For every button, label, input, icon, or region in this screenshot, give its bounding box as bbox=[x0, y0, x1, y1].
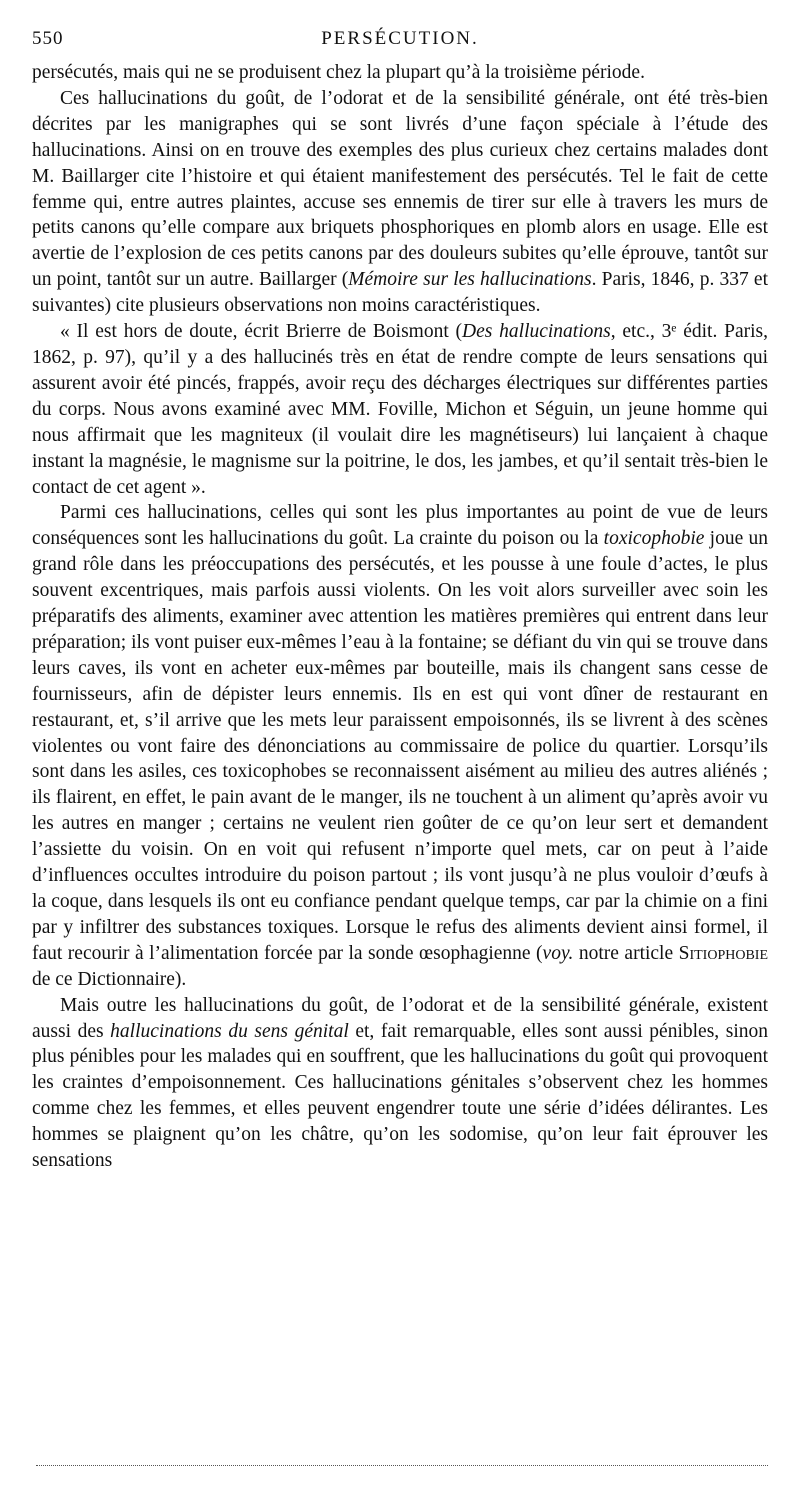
paragraph bbox=[32, 500, 768, 992]
paragraph bbox=[32, 86, 768, 319]
paragraph bbox=[32, 993, 768, 1174]
italic-text: Des hallucinations bbox=[462, 321, 611, 343]
text-segment: et, fait remarquable, elles sont aussi pénibles, sinon plus pénibles pour les malades qui en souffrent, que les hallucinations du goût qui provoquent les craintes d’empoisonnement. Ces hallucinations génitales s’observent chez les hommes comme chez les femmes, et elles peuvent engendrer toute une série d’idées délirantes. Les hommes se plaignent qu’on les châtre, qu’on les sodomise, qu’on leur fait éprouver les sensations bbox=[32, 1020, 769, 1172]
text-segment: , etc., 3ᵉ édit. Paris, 1862, p. 97), qu’il y a des hallucinés très en état de rendre compte de leurs sensations qui assurent avoir été pincés, frappés, avoir reçu des décharges électriques sur différentes parties du corps. Nous avons examiné avec MM. Foville, Michon et Séguin, un jeune homme qui nous affirmait que les magniteux (il voulait dire les magnétiseurs) lui lançaient à chaque instant la magnésie, le magnisme sur la poitrine, le dos, les jambes, et qu’il sentait très-bien le contact de cet agent ». bbox=[32, 321, 768, 498]
text-segment: notre article bbox=[573, 942, 679, 964]
smallcaps-text: Sitiophobie bbox=[678, 942, 768, 964]
body-text bbox=[32, 60, 768, 1174]
text-segment: « Il est hors de doute, écrit Brierre de Boismont ( bbox=[60, 321, 463, 343]
italic-text: hallucinations du sens génital bbox=[110, 1020, 349, 1042]
text-segment: joue un grand rôle dans les préoccupations des persécutés, et les pousse à une foule d’actes, le plus souvent excentriques, mais parfois aussi violents. On les voit alors surveiller avec soin les préparatifs des aliments, examiner avec attention les matières premières qui entrent dans leur préparation; ils vont puiser eux-mêmes l’eau à la fontaine; se défiant du vin qui se trouve dans leurs caves, ils vont en acheter eux-mêmes par bouteille, mais ils changent sans cesse de fournisseurs, afin de dépister leurs ennemis. Ils en est qui vont dîner de restaurant en restaurant, et, s’il arrive que les mets leur paraissent empoisonnés, ils se livrent à des scènes violentes ou vont faire des dénonciations au commissaire de police du quartier. Lorsqu’ils sont dans les asiles, ces toxicophobes se reconnaissent aisément au milieu des autres aliénés ; ils flairent, en effet, le pain avant de le manger, ils ne touchent à un aliment qu’après avoir vu les autres en manger ; certains ne veulent rien goûter de ce qu’on leur sert et demandent l’assiette du voisin. On en voit qui refusent n’importe quel mets, car on peut à l’aide d’influences occultes introduire du poison partout ; ils vont jusqu’à ne plus vouloir d’œufs à la coque, dans lesquels ils ont eu confiance pendant quelque temps, car par la chimie on a fini par y infiltrer des substances toxiques. Lorsque le refus des aliments devient ainsi formel, il faut recourir à l’alimentation forcée par la sonde œsophagienne ( bbox=[32, 528, 768, 964]
text-segment: persécutés, mais qui ne se produisent chez la plupart qu’à la troisième période. bbox=[32, 62, 645, 83]
paragraph bbox=[32, 319, 768, 500]
text-segment: Mais outre les hallucinations du goût, de l’odorat et de la sensibilité générale, existent aussi des bbox=[32, 994, 768, 1042]
paragraph bbox=[32, 60, 768, 86]
italic-text: toxicophobie bbox=[603, 528, 705, 550]
text-segment: Parmi ces hallucinations, celles qui sont les plus importantes au point de vue de leurs conséquences sont les hallucinations du goût. La crainte du poison ou la bbox=[32, 502, 768, 550]
footer-dotted-rule bbox=[36, 1465, 768, 1466]
text-segment: Ces hallucinations du goût, de l’odorat et de la sensibilité générale, ont été très-bien décrites par les manigraphes qui se sont livrés d’une façon spéciale à l’étude des hallucinations. Ainsi on en trouve des exemples des plus curieux chez certains malades dont M. Baillarger cite l’histoire et qui étaient manifestement des persécutés. Tel le fait de cette femme qui, entre autres plaintes, accuse ses ennemis de tirer sur elle à travers les murs de petits canons qu’elle compare aux briquets phosphoriques en plomb alors en usage. Elle est avertie de l’explosion de ces petits canons par des douleurs subites qu’elle éprouve, tantôt sur un point, tantôt sur un autre. Baillarger ( bbox=[32, 87, 768, 291]
running-title: PERSÉCUTION. bbox=[321, 28, 479, 49]
text-segment: de ce Dictionnaire). bbox=[32, 968, 187, 990]
page-number: 550 bbox=[32, 28, 64, 49]
page-header bbox=[32, 28, 768, 56]
italic-text: voy. bbox=[542, 942, 574, 964]
text-segment: . Paris, 1846, p. 337 et suivantes) cite plusieurs observations non moins caractéristiques. bbox=[32, 269, 768, 317]
italic-text: Mémoire sur les hallucinations bbox=[348, 269, 592, 291]
